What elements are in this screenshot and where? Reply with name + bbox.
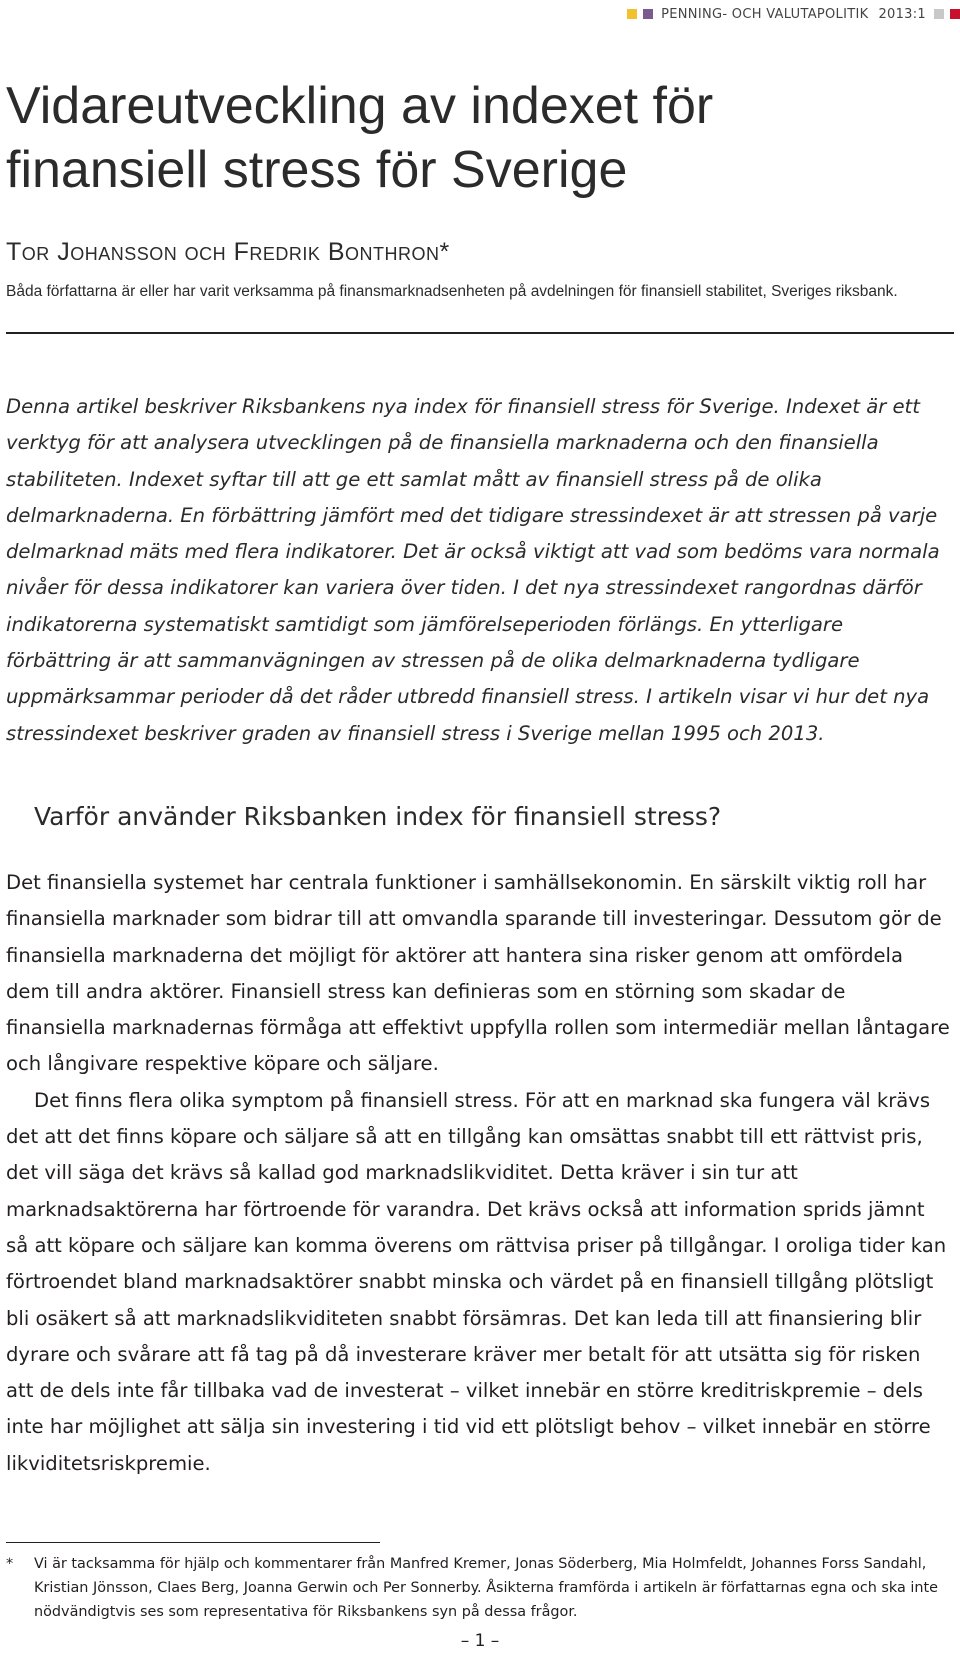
affiliation: Båda författarna är eller har varit verksamma på finansmarknadsenheten på avdelningen för finansiell stabilitet, Sveriges riksbank.	[6, 283, 898, 300]
article-title	[6, 74, 936, 202]
paragraph: Det finns flera olika symptom på finansiell stress. För att en marknad ska fungera väl krävs det att det finns köpare och säljare så att en tillgång kan omsättas snabbt till ett rättvist pris, det vill säga det krävs så kallad god marknadslikviditet. Detta kräver i sin tur att marknadsaktörerna har förtroende för varandra. Det krävs också att information sprids jämnt så att köpare och säljare kan komma överens om rättvisa priser på tillgångar. I oroliga tider kan förtroendet bland marknadsaktörer snabbt minska och värdet på en finansiell tillgång plötsligt bli osäkert så att marknadslikviditeten snabbt försämras. Det kan leda till att finansiering blir dyrare och svårare att få tag på då investerare kräver mer betalt för att utsätta sig för risken att de dels inte får tillbaka vad de investerat – vilket innebär en större kreditriskpremie – dels inte har möjlighet att sälja sin investering i tid vid ett plötsligt behov – vilket innebär en större likviditetsriskpremie.	[6, 1088, 947, 1475]
yellow-square-icon	[627, 9, 637, 19]
publication-name: PENNING- OCH VALUTAPOLITIK	[661, 6, 869, 22]
authors: Tor Johansson och Fredrik Bonthron*	[6, 238, 450, 266]
section-heading: Varför använder Riksbanken index för finansiell stress?	[34, 802, 722, 831]
footnote-divider	[6, 1542, 380, 1543]
running-header	[627, 4, 960, 24]
page-number: – 1 –	[460, 1631, 500, 1651]
title-line-2: finansiell stress för Sverige	[6, 141, 628, 199]
paragraph: Det finansiella systemet har centrala funktioner i samhällsekonomin. En särskilt viktig roll har finansiella marknader som bidrar till att omvandla sparande till investeringar. Dessutom gör de finansiella marknaderna det möjligt för aktörer att hantera sina risker genom att omfördela dem till andra aktörer. Finansiell stress kan definieras som en störning som skadar de finansiella marknadernas förmåga att effektivt uppfylla rollen som intermediär mellan låntagare och långivare respektive köpare och säljare.	[6, 871, 950, 1076]
issue-number: 2013:1	[878, 6, 926, 22]
abstract: Denna artikel beskriver Riksbankens nya index för finansiell stress för Sverige. Indexet är ett verktyg för att analysera utvecklingen på de finansiella marknaderna och den finansiella stabiliteten. Indexet syftar till att ge ett samlat mått av finansiell stress på de olika delmarknaderna. En förbättring jämfört med det tidigare stressindexet är att stressen på varje delmarknad mäts med flera indikatorer. Det är också viktigt att vad som bedöms vara normala nivåer för dessa indikatorer kan variera över tiden. I det nya stressindexet rangordnas därför indikatorerna systematiskt samtidigt som jämförelseperioden förlängs. En ytterligare förbättring är att sammanvägningen av stressen på de olika delmarknaderna tydligare uppmärksammar perioder då det råder utbredd finansiell stress. I artikeln visar vi hur det nya stressindexet beskriver graden av finansiell stress i Sverige mellan 1995 och 2013.	[6, 395, 940, 745]
footnote-mark: *	[6, 1556, 14, 1572]
divider	[6, 332, 954, 334]
title-line-1: Vidareutveckling av indexet för	[6, 77, 714, 135]
footnote	[6, 1552, 951, 1624]
red-square-icon	[950, 9, 960, 19]
grey-square-icon	[934, 9, 944, 19]
footnote-text: Vi är tacksamma för hjälp och kommentarer från Manfred Kremer, Jonas Söderberg, Mia Holmfeldt, Johannes Forss Sandahl, Kristian Jönsson, Claes Berg, Joanna Gerwin och Per Sonnerby. Åsikterna framförda i artikeln är författarnas egna och ska inte nödvändigtvis ses som representativa för Riksbankens syn på dessa frågor.	[34, 1556, 939, 1620]
purple-square-icon	[643, 9, 653, 19]
body-text	[6, 865, 951, 1482]
